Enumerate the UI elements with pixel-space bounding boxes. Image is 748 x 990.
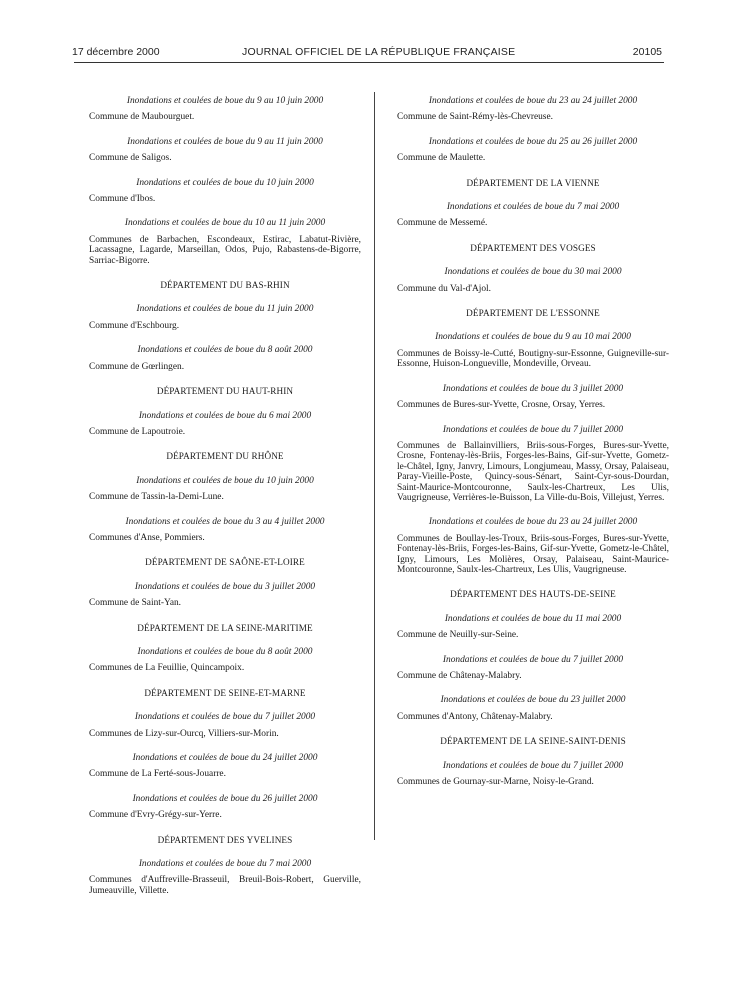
event-heading: Inondations et coulées de boue du 9 au 11 juin 2000 bbox=[127, 136, 323, 147]
event-heading: Inondations et coulées de boue du 30 mai 2000 bbox=[444, 267, 622, 278]
department-heading: DÉPARTEMENT DE LA SEINE-MARITIME bbox=[137, 622, 313, 633]
communes-list: Commune de Maubourguet. bbox=[89, 112, 195, 123]
event-heading: Inondations et coulées de boue du 10 juin 2000 bbox=[136, 177, 314, 188]
decree-entry bbox=[397, 655, 669, 682]
event-heading: Inondations et coulées de boue du 8 août 2000 bbox=[137, 646, 313, 657]
decree-entry bbox=[397, 761, 669, 788]
event-heading: Inondations et coulées de boue du 23 juillet 2000 bbox=[440, 695, 626, 706]
decree-entry bbox=[89, 137, 361, 164]
communes-list: Commune de Tassin-la-Demi-Lune. bbox=[89, 492, 224, 503]
communes-list: Commune de Gœrlingen. bbox=[89, 361, 185, 372]
communes-list: Communes de Bures-sur-Yvette, Crosne, Orsay, Yerres. bbox=[397, 400, 606, 411]
journal-title: JOURNAL OFFICIEL DE LA RÉPUBLIQUE FRANÇAISE bbox=[242, 46, 516, 58]
department-heading: DÉPARTEMENT DE SAÔNE-ET-LOIRE bbox=[145, 557, 305, 568]
decree-entry bbox=[397, 695, 669, 722]
communes-list: Commune de Châtenay-Malabry. bbox=[397, 671, 522, 681]
event-heading: Inondations et coulées de boue du 8 août 2000 bbox=[137, 345, 313, 356]
event-heading: Inondations et coulées de boue du 7 juillet 2000 bbox=[442, 424, 624, 435]
communes-list: Commune d'Ibos. bbox=[89, 194, 156, 205]
event-heading: Inondations et coulées de boue du 3 au 4 juillet 2000 bbox=[125, 516, 325, 527]
event-heading: Inondations et coulées de boue du 25 au 26 juillet 2000 bbox=[428, 136, 638, 147]
event-heading: Inondations et coulées de boue du 7 mai 2000 bbox=[446, 202, 620, 213]
event-heading: Inondations et coulées de boue du 7 juillet 2000 bbox=[134, 712, 316, 723]
decree-entry bbox=[397, 425, 669, 504]
event-heading: Inondations et coulées de boue du 23 au 24 juillet 2000 bbox=[428, 96, 638, 106]
department-heading: DÉPARTEMENT DE LA SEINE-SAINT-DENIS bbox=[440, 736, 626, 747]
event-heading: Inondations et coulées de boue du 26 juillet 2000 bbox=[132, 793, 318, 804]
department-heading: DÉPARTEMENT DU RHÔNE bbox=[166, 451, 284, 462]
communes-list: Commune de Lapoutroie. bbox=[89, 426, 186, 437]
department-heading: DÉPARTEMENT DU HAUT-RHIN bbox=[156, 386, 294, 397]
decree-entry bbox=[89, 178, 361, 205]
communes-list: Commune du Val-d'Ajol. bbox=[397, 283, 491, 294]
department-heading: DÉPARTEMENT DE L'ESSONNE bbox=[466, 308, 600, 319]
left-column bbox=[89, 96, 361, 910]
department-heading: DÉPARTEMENT DES VOSGES bbox=[470, 242, 596, 253]
column-divider bbox=[374, 92, 375, 840]
department-heading: DÉPARTEMENT DE SEINE-ET-MARNE bbox=[144, 687, 306, 698]
event-heading: Inondations et coulées de boue du 24 juillet 2000 bbox=[132, 753, 318, 763]
event-heading: Inondations et coulées de boue du 7 mai 2000 bbox=[138, 859, 312, 870]
decree-entry bbox=[89, 218, 361, 266]
communes-list: Communes d'Antony, Châtenay-Malabry. bbox=[397, 711, 553, 722]
department-heading: DÉPARTEMENT DU BAS-RHIN bbox=[160, 280, 290, 291]
decree-entry bbox=[89, 476, 361, 503]
decree-entry bbox=[89, 753, 361, 780]
event-heading: Inondations et coulées de boue du 11 juin 2000 bbox=[136, 304, 314, 315]
event-heading: Inondations et coulées de boue du 9 au 10 juin 2000 bbox=[126, 96, 324, 106]
department-heading: DÉPARTEMENT DES HAUTS-DE-SEINE bbox=[450, 589, 616, 600]
communes-list: Communes de La Feuillie, Quincampoix. bbox=[89, 663, 245, 674]
event-heading: Inondations et coulées de boue du 6 mai 2000 bbox=[138, 410, 312, 421]
department-heading: DÉPARTEMENT DES YVELINES bbox=[157, 834, 293, 845]
page-number: 20105 bbox=[632, 46, 662, 58]
decree-entry bbox=[89, 859, 361, 896]
decree-entry bbox=[89, 582, 361, 609]
communes-list: Communes d'Anse, Pommiers. bbox=[89, 532, 205, 543]
decree-entry bbox=[397, 384, 669, 411]
event-heading: Inondations et coulées de boue du 10 juin 2000 bbox=[136, 475, 314, 486]
decree-entry bbox=[89, 712, 361, 739]
communes-list: Commune de La Ferté-sous-Jouarre. bbox=[89, 769, 226, 780]
decree-entry bbox=[397, 267, 669, 294]
header-rule bbox=[74, 62, 664, 63]
decree-entry bbox=[397, 332, 669, 369]
communes-list: Communes de Boissy-le-Cutté, Boutigny-sur-Essonne, Guigneville-sur-Essonne, Huison-Longueville, Mondeville, Orveau. bbox=[397, 348, 669, 370]
communes-list: Communes de Gournay-sur-Marne, Noisy-le-Grand. bbox=[397, 777, 594, 788]
event-heading: Inondations et coulées de boue du 11 mai 2000 bbox=[444, 613, 622, 624]
communes-list: Commune d'Evry-Grégy-sur-Yerre. bbox=[89, 810, 222, 821]
event-heading: Inondations et coulées de boue du 3 juillet 2000 bbox=[134, 581, 316, 592]
communes-list: Communes d'Auffreville-Brasseuil, Breuil-Bois-Robert, Guerville, Jumeauville, Villette. bbox=[89, 875, 361, 896]
event-heading: Inondations et coulées de boue du 23 au 24 juillet 2000 bbox=[428, 517, 638, 528]
communes-list: Communes de Lizy-sur-Ourcq, Villiers-sur-Morin. bbox=[89, 728, 279, 739]
decree-entry bbox=[89, 96, 361, 123]
department-heading: DÉPARTEMENT DE LA VIENNE bbox=[466, 177, 600, 188]
decree-entry bbox=[89, 794, 361, 821]
publication-date: 17 décembre 2000 bbox=[72, 46, 160, 58]
communes-list: Commune de Saint-Yan. bbox=[89, 598, 182, 609]
event-heading: Inondations et coulées de boue du 7 juillet 2000 bbox=[442, 760, 624, 771]
decree-entry bbox=[89, 411, 361, 438]
communes-list: Commune de Saint-Rémy-lès-Chevreuse. bbox=[397, 112, 553, 123]
decree-entry bbox=[397, 202, 669, 229]
decree-entry bbox=[89, 345, 361, 372]
communes-list: Communes de Ballainvilliers, Briis-sous-Forges, Bures-sur-Yvette, Crosne, Fontenay-lès-Briis, Forges-les-Bains, Gif-sur-Yvette, Gometz-le-Châtel, Igny, Janvry, Limours, Longjumeau, Massy, Orsay, Palaiseau, Paray-Vieille-Poste, Quincy-sous-Sénart, Saint-Cyr-sous-Dourdan, Saint-Maurice-Montcouronne, Saulx-les-Chartreux, Les Ulis, Vaugrigneuse, Verrières-le-Buisson, La Ville-du-Bois, Villejust, Yerres. bbox=[397, 440, 669, 503]
decree-entry bbox=[89, 304, 361, 331]
communes-list: Commune de Maulette. bbox=[397, 153, 486, 164]
event-heading: Inondations et coulées de boue du 9 au 10 mai 2000 bbox=[435, 332, 631, 343]
right-column bbox=[397, 96, 669, 801]
decree-entry bbox=[397, 96, 669, 123]
communes-list: Commune de Neuilly-sur-Seine. bbox=[397, 630, 519, 641]
decree-entry bbox=[89, 647, 361, 674]
event-heading: Inondations et coulées de boue du 3 juillet 2000 bbox=[442, 383, 624, 394]
decree-entry bbox=[89, 517, 361, 544]
page-header bbox=[62, 46, 662, 60]
event-heading: Inondations et coulées de boue du 7 juillet 2000 bbox=[442, 654, 624, 665]
communes-list: Commune d'Eschbourg. bbox=[89, 320, 180, 331]
communes-list: Commune de Messemé. bbox=[397, 218, 488, 229]
decree-entry bbox=[397, 517, 669, 575]
event-heading: Inondations et coulées de boue du 10 au 11 juin 2000 bbox=[124, 218, 326, 229]
communes-list: Communes de Barbachen, Escondeaux, Estirac, Labatut-Rivière, Lacassagne, Lagarde, Marseillan, Odos, Pujo, Rabastens-de-Bigorre, Sarriac-Bigorre. bbox=[89, 234, 361, 266]
communes-list: Commune de Saligos. bbox=[89, 153, 172, 164]
decree-entry bbox=[397, 137, 669, 164]
communes-list: Communes de Boullay-les-Troux, Briis-sous-Forges, Bures-sur-Yvette, Fontenay-lès-Briis, Forges-les-Bains, Gif-sur-Yvette, Gometz-le-Châtel, Igny, Limours, Les Molières, Orsay, Palaiseau, Saint-Maurice-Montcouronne, Saulx-les-Chartreux, Les Ulis, Vaugrigneuse. bbox=[397, 533, 669, 575]
decree-entry bbox=[397, 614, 669, 641]
